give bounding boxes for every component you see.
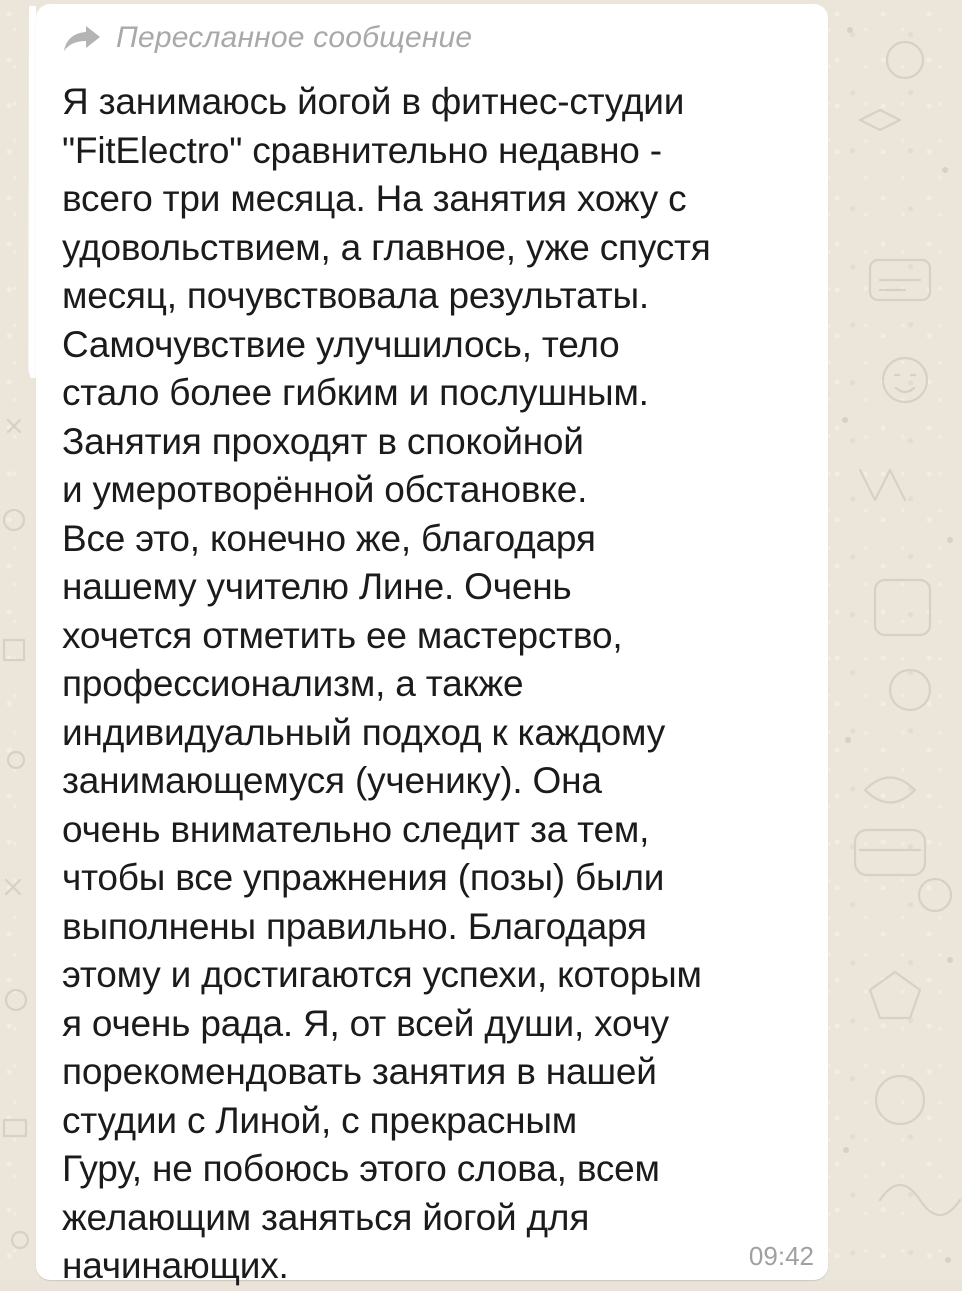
message-timestamp: 09:42 <box>748 1241 814 1271</box>
message-line: занимающемуся (ученику). Она <box>62 760 602 801</box>
message-line: месяц, почувствовала результаты. <box>62 275 649 316</box>
forward-arrow-icon <box>62 24 102 52</box>
message-line: Я занимаюсь йогой в фитнес-студии <box>62 81 685 122</box>
message-line: чтобы все упражнения (позы) были <box>62 857 665 898</box>
message-line: Гуру, не побоюсь этого слова, всем <box>62 1148 660 1189</box>
message-line: Все это, конечно же, благодаря <box>62 517 596 559</box>
message-line: нашему учителю Лине. Очень <box>62 566 572 607</box>
message-line: всего три месяца. На занятия хожу с <box>62 178 687 219</box>
message-line: профессионализм, а также <box>62 663 524 704</box>
message-line: выполнены правильно. Благодаря <box>62 905 647 947</box>
message-line: Самочувствие улучшилось, тело <box>62 323 620 365</box>
message-line: этому и достигаются успехи, которым <box>62 954 702 995</box>
message-bubble[interactable] <box>36 4 828 1286</box>
bubble-tail <box>0 0 36 380</box>
message-line: и умеротворённой обстановке. <box>62 469 588 510</box>
message-line: "FitElectro" сравнительно недавно - <box>62 129 662 171</box>
message-line: желающим заняться йогой для <box>62 1196 590 1238</box>
forwarded-header <box>62 16 802 60</box>
message-line: студии с Линой, с прекрасным <box>62 1099 577 1141</box>
message-line: стало более гибким и послушным. <box>62 372 649 413</box>
message-line: Занятия проходят в спокойной <box>62 420 584 462</box>
message-line: порекомендовать занятия в нашей <box>62 1051 657 1092</box>
message-line: удовольствием, а главное, уже спустя <box>62 226 711 268</box>
message-line: начинающих. <box>62 1245 289 1286</box>
message-text <box>62 78 802 1291</box>
message-line: индивидуальный подход к каждому <box>62 711 665 753</box>
message-line: хочется отметить ее мастерство, <box>62 614 623 656</box>
forwarded-label: Пересланное сообщение <box>116 21 473 54</box>
message-line: я очень рада. Я, от всей души, хочу <box>62 1002 669 1044</box>
message-line: очень внимательно следит за тем, <box>62 808 650 850</box>
